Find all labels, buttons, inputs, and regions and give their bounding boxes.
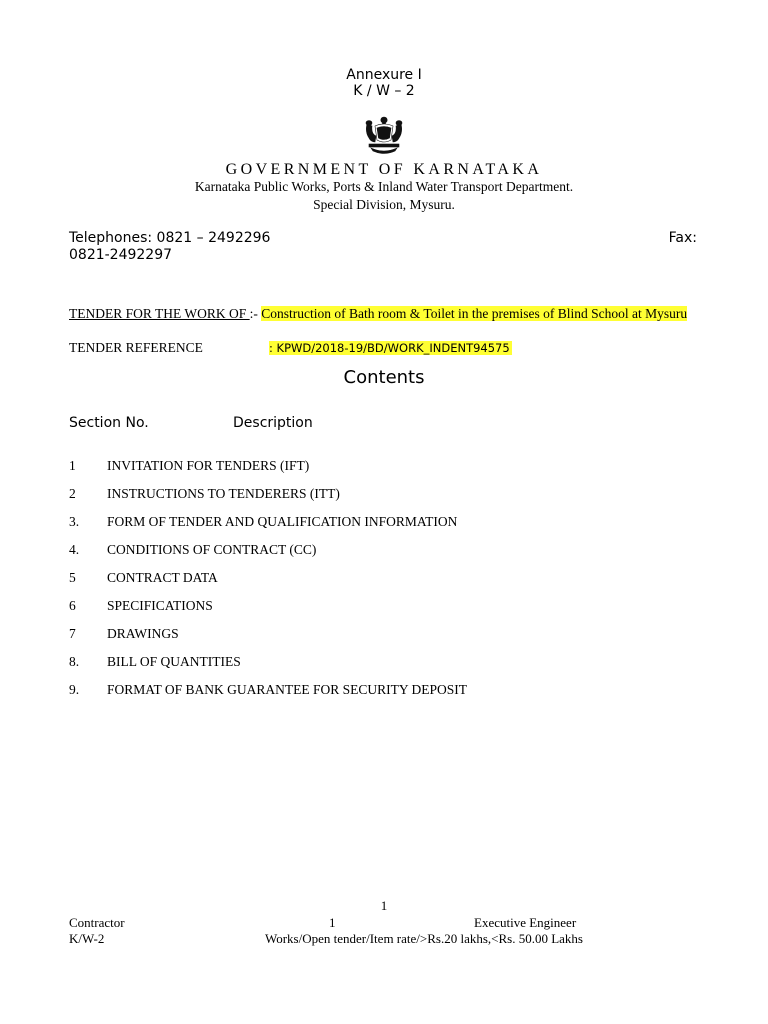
footer-contractor: Contractor	[69, 915, 125, 930]
contents-item-text: BILL OF QUANTITIES	[107, 654, 241, 669]
footer-number: 1	[329, 915, 336, 930]
contents-item-number: 5	[69, 570, 76, 585]
contents-item-number: 3.	[69, 514, 80, 529]
contents-item-text: DRAWINGS	[107, 626, 179, 641]
department-name: Karnataka Public Works, Ports & Inland Water Transport Department.	[194, 179, 574, 194]
contents-item-number: 4.	[69, 542, 80, 557]
section-no-header: Section No.	[69, 415, 149, 431]
contents-item-number: 8.	[69, 654, 80, 669]
government-title: GOVERNMENT OF KARNATAKA	[225, 161, 543, 178]
tender-work-separator: :-	[249, 306, 262, 321]
telephone-line: Telephones: 0821 – 2492296	[69, 230, 271, 246]
tender-reference-value: : KPWD/2018-19/BD/WORK_INDENT94575	[269, 341, 510, 355]
tender-work-label: TENDER FOR THE WORK OF	[69, 306, 250, 321]
page-number: 1	[380, 898, 388, 913]
contents-item-text: FORM OF TENDER AND QUALIFICATION INFORMATION	[107, 514, 458, 529]
footer-works-description: Works/Open tender/Item rate/>Rs.20 lakhs,<Rs. 50.00 Lakhs	[265, 931, 583, 946]
tender-work-value: Construction of Bath room & Toilet in the premises of Blind School at Mysuru	[261, 306, 688, 321]
contents-item-text: CONDITIONS OF CONTRACT (CC)	[107, 542, 317, 557]
form-code: K / W – 2	[353, 83, 415, 99]
contents-item-text: INVITATION FOR TENDERS (IFT)	[107, 458, 310, 473]
annexure-label: Annexure I	[346, 67, 422, 83]
footer-form-code: K/W-2	[69, 931, 105, 946]
tender-work	[69, 306, 699, 322]
contents-item-number: 6	[69, 598, 76, 613]
contents-item-number: 1	[69, 458, 76, 473]
tender-reference-label: TENDER REFERENCE	[69, 340, 203, 355]
division-name: Special Division, Mysuru.	[313, 197, 455, 212]
description-header: Description	[233, 415, 313, 431]
fax-number: 0821-2492297	[69, 247, 173, 263]
state-emblem-icon	[361, 114, 407, 156]
contents-item-number: 9.	[69, 682, 80, 697]
contents-item-text: FORMAT OF BANK GUARANTEE FOR SECURITY DEPOSIT	[107, 682, 468, 697]
fax-label: Fax:	[668, 230, 697, 246]
contents-item-number: 7	[69, 626, 76, 641]
contents-title: Contents	[343, 367, 425, 388]
contents-item-text: SPECIFICATIONS	[107, 598, 213, 613]
footer-executive-engineer: Executive Engineer	[474, 915, 577, 930]
contents-item-text: CONTRACT DATA	[107, 570, 218, 585]
contents-item-number: 2	[69, 486, 76, 501]
contents-item-text: INSTRUCTIONS TO TENDERERS (ITT)	[107, 486, 340, 501]
